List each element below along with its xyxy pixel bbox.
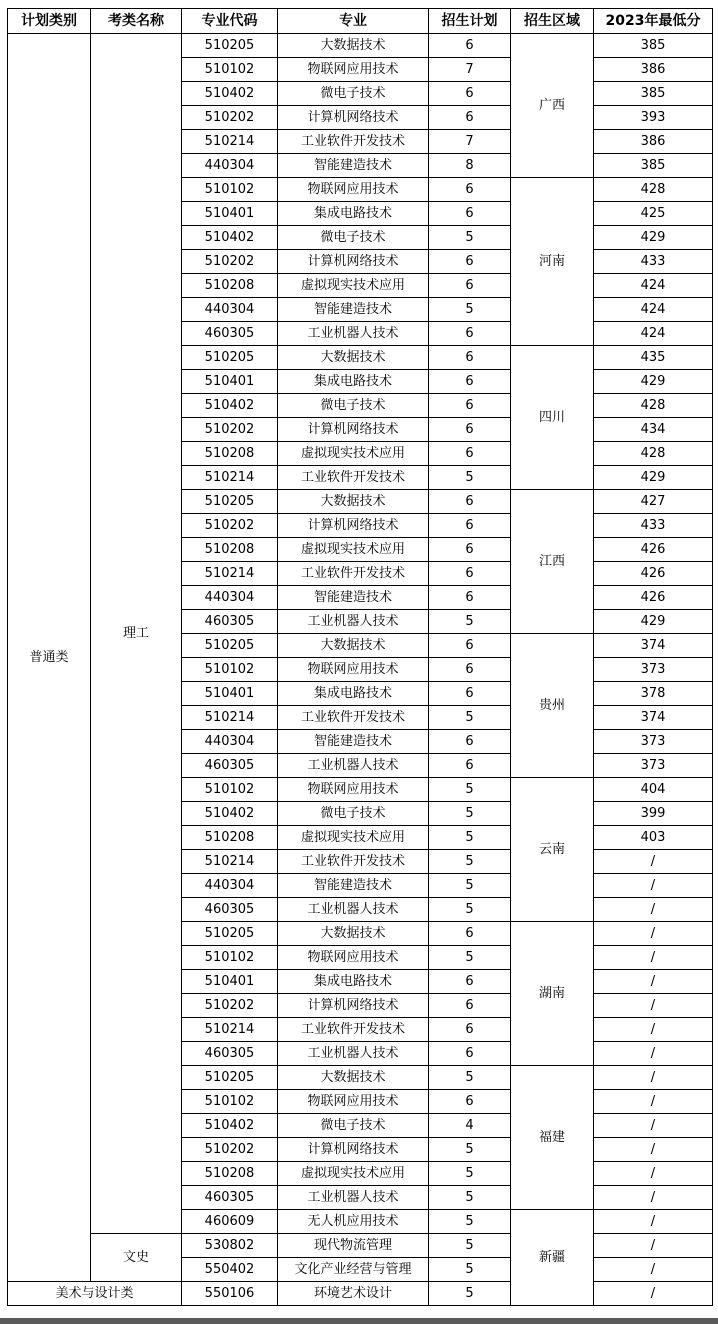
major-code-cell: 440304 — [182, 586, 278, 610]
min-score-cell: 385 — [594, 82, 713, 106]
table-row — [8, 1282, 713, 1306]
plan-count-cell: 6 — [429, 586, 511, 610]
region-cell: 湖南 — [511, 922, 594, 1066]
min-score-cell: 428 — [594, 394, 713, 418]
header-cell: 专业 — [278, 9, 429, 34]
major-cell: 集成电路技术 — [278, 970, 429, 994]
major-cell: 工业机器人技术 — [278, 322, 429, 346]
major-cell: 物联网应用技术 — [278, 658, 429, 682]
major-cell: 大数据技术 — [278, 922, 429, 946]
min-score-cell: 424 — [594, 298, 713, 322]
major-cell: 大数据技术 — [278, 634, 429, 658]
major-code-cell: 460305 — [182, 754, 278, 778]
major-code-cell: 460305 — [182, 1042, 278, 1066]
min-score-cell: 386 — [594, 58, 713, 82]
major-code-cell: 510401 — [182, 370, 278, 394]
min-score-cell: 378 — [594, 682, 713, 706]
plan-count-cell: 6 — [429, 538, 511, 562]
major-code-cell: 510202 — [182, 1138, 278, 1162]
plan-count-cell: 6 — [429, 634, 511, 658]
plan-count-cell: 5 — [429, 826, 511, 850]
major-cell: 微电子技术 — [278, 226, 429, 250]
major-code-cell: 510202 — [182, 418, 278, 442]
min-score-cell: 427 — [594, 490, 713, 514]
plan-count-cell: 6 — [429, 250, 511, 274]
major-code-cell: 510205 — [182, 1066, 278, 1090]
major-code-cell: 460305 — [182, 322, 278, 346]
major-cell: 智能建造技术 — [278, 586, 429, 610]
plan-count-cell: 6 — [429, 922, 511, 946]
plan-count-cell: 5 — [429, 946, 511, 970]
min-score-cell: 373 — [594, 730, 713, 754]
major-code-cell: 440304 — [182, 730, 278, 754]
major-code-cell: 510202 — [182, 994, 278, 1018]
plan-category-cell: 普通类 — [8, 34, 91, 1282]
min-score-cell: 385 — [594, 154, 713, 178]
major-cell: 文化产业经营与管理 — [278, 1258, 429, 1282]
major-cell: 大数据技术 — [278, 346, 429, 370]
min-score-cell: / — [594, 946, 713, 970]
major-code-cell: 510102 — [182, 58, 278, 82]
major-cell: 工业软件开发技术 — [278, 466, 429, 490]
major-code-cell: 510208 — [182, 826, 278, 850]
major-cell: 工业软件开发技术 — [278, 1018, 429, 1042]
plan-count-cell: 5 — [429, 778, 511, 802]
plan-count-cell: 6 — [429, 274, 511, 298]
plan-count-cell: 5 — [429, 1138, 511, 1162]
min-score-cell: / — [594, 1234, 713, 1258]
major-cell: 智能建造技术 — [278, 874, 429, 898]
major-cell: 虚拟现实技术应用 — [278, 826, 429, 850]
major-cell: 无人机应用技术 — [278, 1210, 429, 1234]
major-code-cell: 510102 — [182, 178, 278, 202]
major-code-cell: 510401 — [182, 682, 278, 706]
min-score-cell: 393 — [594, 106, 713, 130]
region-cell: 新疆 — [511, 1210, 594, 1306]
plan-count-cell: 5 — [429, 466, 511, 490]
min-score-cell: 428 — [594, 178, 713, 202]
min-score-cell: / — [594, 1210, 713, 1234]
major-code-cell: 510205 — [182, 922, 278, 946]
major-code-cell: 530802 — [182, 1234, 278, 1258]
plan-count-cell: 7 — [429, 58, 511, 82]
min-score-cell: / — [594, 1090, 713, 1114]
major-cell: 大数据技术 — [278, 1066, 429, 1090]
major-code-cell: 510214 — [182, 850, 278, 874]
major-code-cell: 510402 — [182, 1114, 278, 1138]
major-code-cell: 460305 — [182, 898, 278, 922]
major-cell: 虚拟现实技术应用 — [278, 1162, 429, 1186]
header-cell: 招生计划 — [429, 9, 511, 34]
min-score-cell: 429 — [594, 226, 713, 250]
min-score-cell: / — [594, 898, 713, 922]
major-cell: 工业机器人技术 — [278, 610, 429, 634]
major-code-cell: 510402 — [182, 226, 278, 250]
major-cell: 现代物流管理 — [278, 1234, 429, 1258]
plan-count-cell: 5 — [429, 850, 511, 874]
min-score-cell: 434 — [594, 418, 713, 442]
plan-count-cell: 5 — [429, 1282, 511, 1306]
min-score-cell: / — [594, 994, 713, 1018]
plan-count-cell: 6 — [429, 1018, 511, 1042]
min-score-cell: / — [594, 922, 713, 946]
enrollment-plan-table — [7, 8, 713, 1306]
plan-count-cell: 5 — [429, 610, 511, 634]
major-cell: 虚拟现实技术应用 — [278, 442, 429, 466]
major-cell: 物联网应用技术 — [278, 946, 429, 970]
plan-count-cell: 6 — [429, 322, 511, 346]
major-cell: 计算机网络技术 — [278, 514, 429, 538]
min-score-cell: 426 — [594, 538, 713, 562]
min-score-cell: / — [594, 970, 713, 994]
min-score-cell: 386 — [594, 130, 713, 154]
plan-count-cell: 5 — [429, 706, 511, 730]
plan-count-cell: 6 — [429, 1042, 511, 1066]
plan-count-cell: 5 — [429, 1066, 511, 1090]
plan-count-cell: 6 — [429, 490, 511, 514]
min-score-cell: 429 — [594, 370, 713, 394]
plan-count-cell: 5 — [429, 226, 511, 250]
min-score-cell: / — [594, 1138, 713, 1162]
major-code-cell: 510102 — [182, 946, 278, 970]
region-cell: 云南 — [511, 778, 594, 922]
major-code-cell: 510214 — [182, 466, 278, 490]
major-cell: 工业软件开发技术 — [278, 562, 429, 586]
table-header — [8, 9, 713, 34]
major-code-cell: 510214 — [182, 1018, 278, 1042]
plan-count-cell: 5 — [429, 1234, 511, 1258]
major-cell: 计算机网络技术 — [278, 1138, 429, 1162]
plan-count-cell: 6 — [429, 202, 511, 226]
min-score-cell: / — [594, 1018, 713, 1042]
plan-count-cell: 6 — [429, 730, 511, 754]
exam-category-cell: 文史 — [91, 1234, 182, 1282]
major-cell: 计算机网络技术 — [278, 106, 429, 130]
plan-count-cell: 6 — [429, 1090, 511, 1114]
min-score-cell: 429 — [594, 610, 713, 634]
min-score-cell: 373 — [594, 754, 713, 778]
plan-count-cell: 6 — [429, 418, 511, 442]
major-code-cell: 510208 — [182, 442, 278, 466]
min-score-cell: / — [594, 874, 713, 898]
major-cell: 大数据技术 — [278, 34, 429, 58]
table-row — [8, 34, 713, 58]
major-cell: 计算机网络技术 — [278, 994, 429, 1018]
major-cell: 虚拟现实技术应用 — [278, 274, 429, 298]
plan-count-cell: 6 — [429, 754, 511, 778]
plan-count-cell: 6 — [429, 394, 511, 418]
plan-count-cell: 6 — [429, 658, 511, 682]
min-score-cell: / — [594, 1282, 713, 1306]
min-score-cell: / — [594, 1186, 713, 1210]
min-score-cell: 435 — [594, 346, 713, 370]
major-code-cell: 510214 — [182, 706, 278, 730]
major-code-cell: 510402 — [182, 394, 278, 418]
major-cell: 集成电路技术 — [278, 202, 429, 226]
plan-count-cell: 6 — [429, 106, 511, 130]
major-cell: 工业软件开发技术 — [278, 850, 429, 874]
min-score-cell: / — [594, 1066, 713, 1090]
header-cell: 考类名称 — [91, 9, 182, 34]
major-cell: 物联网应用技术 — [278, 778, 429, 802]
plan-count-cell: 5 — [429, 1258, 511, 1282]
header-cell: 计划类别 — [8, 9, 91, 34]
bottom-divider-bar — [0, 1318, 718, 1324]
min-score-cell: 399 — [594, 802, 713, 826]
min-score-cell: 373 — [594, 658, 713, 682]
major-cell: 微电子技术 — [278, 802, 429, 826]
plan-count-cell: 6 — [429, 178, 511, 202]
major-code-cell: 510202 — [182, 250, 278, 274]
major-code-cell: 510202 — [182, 514, 278, 538]
major-code-cell: 510102 — [182, 1090, 278, 1114]
min-score-cell: / — [594, 1258, 713, 1282]
major-cell: 智能建造技术 — [278, 154, 429, 178]
plan-count-cell: 8 — [429, 154, 511, 178]
major-code-cell: 510402 — [182, 802, 278, 826]
plan-count-cell: 6 — [429, 970, 511, 994]
major-code-cell: 460305 — [182, 610, 278, 634]
major-cell: 计算机网络技术 — [278, 250, 429, 274]
table-body — [8, 34, 713, 1306]
major-code-cell: 510102 — [182, 658, 278, 682]
plan-count-cell: 6 — [429, 370, 511, 394]
min-score-cell: 433 — [594, 250, 713, 274]
plan-count-cell: 5 — [429, 1186, 511, 1210]
plan-count-cell: 6 — [429, 514, 511, 538]
major-code-cell: 440304 — [182, 874, 278, 898]
major-code-cell: 510205 — [182, 634, 278, 658]
major-code-cell: 510402 — [182, 82, 278, 106]
region-cell: 广西 — [511, 34, 594, 178]
table-row — [8, 1234, 713, 1258]
region-cell: 四川 — [511, 346, 594, 490]
major-cell: 工业机器人技术 — [278, 754, 429, 778]
major-code-cell: 510208 — [182, 538, 278, 562]
plan-count-cell: 6 — [429, 994, 511, 1018]
min-score-cell: 374 — [594, 634, 713, 658]
min-score-cell: 433 — [594, 514, 713, 538]
major-code-cell: 440304 — [182, 154, 278, 178]
region-cell: 江西 — [511, 490, 594, 634]
min-score-cell: 425 — [594, 202, 713, 226]
major-code-cell: 460305 — [182, 1186, 278, 1210]
min-score-cell: / — [594, 1114, 713, 1138]
header-row — [8, 9, 713, 34]
min-score-cell: / — [594, 850, 713, 874]
major-code-cell: 550402 — [182, 1258, 278, 1282]
plan-count-cell: 7 — [429, 130, 511, 154]
min-score-cell: / — [594, 1042, 713, 1066]
major-cell: 智能建造技术 — [278, 730, 429, 754]
min-score-cell: 385 — [594, 34, 713, 58]
plan-count-cell: 4 — [429, 1114, 511, 1138]
plan-count-cell: 5 — [429, 898, 511, 922]
major-code-cell: 440304 — [182, 298, 278, 322]
min-score-cell: 403 — [594, 826, 713, 850]
major-code-cell: 510205 — [182, 34, 278, 58]
plan-category-cell: 美术与设计类 — [8, 1282, 182, 1306]
min-score-cell: 426 — [594, 562, 713, 586]
major-code-cell: 460609 — [182, 1210, 278, 1234]
major-code-cell: 510401 — [182, 970, 278, 994]
major-code-cell: 510102 — [182, 778, 278, 802]
major-cell: 工业软件开发技术 — [278, 130, 429, 154]
plan-count-cell: 6 — [429, 442, 511, 466]
min-score-cell: 424 — [594, 274, 713, 298]
plan-count-cell: 6 — [429, 34, 511, 58]
plan-count-cell: 5 — [429, 802, 511, 826]
major-cell: 物联网应用技术 — [278, 58, 429, 82]
major-cell: 集成电路技术 — [278, 682, 429, 706]
region-cell: 贵州 — [511, 634, 594, 778]
region-cell: 河南 — [511, 178, 594, 346]
major-cell: 微电子技术 — [278, 82, 429, 106]
plan-count-cell: 6 — [429, 82, 511, 106]
major-code-cell: 510401 — [182, 202, 278, 226]
min-score-cell: 404 — [594, 778, 713, 802]
major-cell: 微电子技术 — [278, 1114, 429, 1138]
region-cell: 福建 — [511, 1066, 594, 1210]
header-cell: 2023年最低分 — [594, 9, 713, 34]
major-cell: 智能建造技术 — [278, 298, 429, 322]
major-code-cell: 510214 — [182, 130, 278, 154]
plan-count-cell: 6 — [429, 346, 511, 370]
major-code-cell: 510205 — [182, 490, 278, 514]
plan-count-cell: 5 — [429, 298, 511, 322]
header-cell: 招生区域 — [511, 9, 594, 34]
plan-count-cell: 6 — [429, 682, 511, 706]
min-score-cell: 428 — [594, 442, 713, 466]
major-cell: 工业机器人技术 — [278, 1042, 429, 1066]
major-code-cell: 510208 — [182, 1162, 278, 1186]
major-code-cell: 510214 — [182, 562, 278, 586]
major-cell: 集成电路技术 — [278, 370, 429, 394]
header-cell: 专业代码 — [182, 9, 278, 34]
plan-count-cell: 5 — [429, 1210, 511, 1234]
major-cell: 工业机器人技术 — [278, 1186, 429, 1210]
major-cell: 工业软件开发技术 — [278, 706, 429, 730]
plan-count-cell: 5 — [429, 874, 511, 898]
major-cell: 计算机网络技术 — [278, 418, 429, 442]
major-cell: 环境艺术设计 — [278, 1282, 429, 1306]
plan-count-cell: 6 — [429, 562, 511, 586]
min-score-cell: / — [594, 1162, 713, 1186]
major-code-cell: 550106 — [182, 1282, 278, 1306]
major-code-cell: 510205 — [182, 346, 278, 370]
min-score-cell: 424 — [594, 322, 713, 346]
major-cell: 虚拟现实技术应用 — [278, 538, 429, 562]
plan-count-cell: 5 — [429, 1162, 511, 1186]
major-cell: 物联网应用技术 — [278, 178, 429, 202]
exam-category-cell: 理工 — [91, 34, 182, 1234]
major-code-cell: 510208 — [182, 274, 278, 298]
min-score-cell: 426 — [594, 586, 713, 610]
major-cell: 物联网应用技术 — [278, 1090, 429, 1114]
major-cell: 工业机器人技术 — [278, 898, 429, 922]
major-cell: 微电子技术 — [278, 394, 429, 418]
major-code-cell: 510202 — [182, 106, 278, 130]
min-score-cell: 429 — [594, 466, 713, 490]
major-cell: 大数据技术 — [278, 490, 429, 514]
min-score-cell: 374 — [594, 706, 713, 730]
